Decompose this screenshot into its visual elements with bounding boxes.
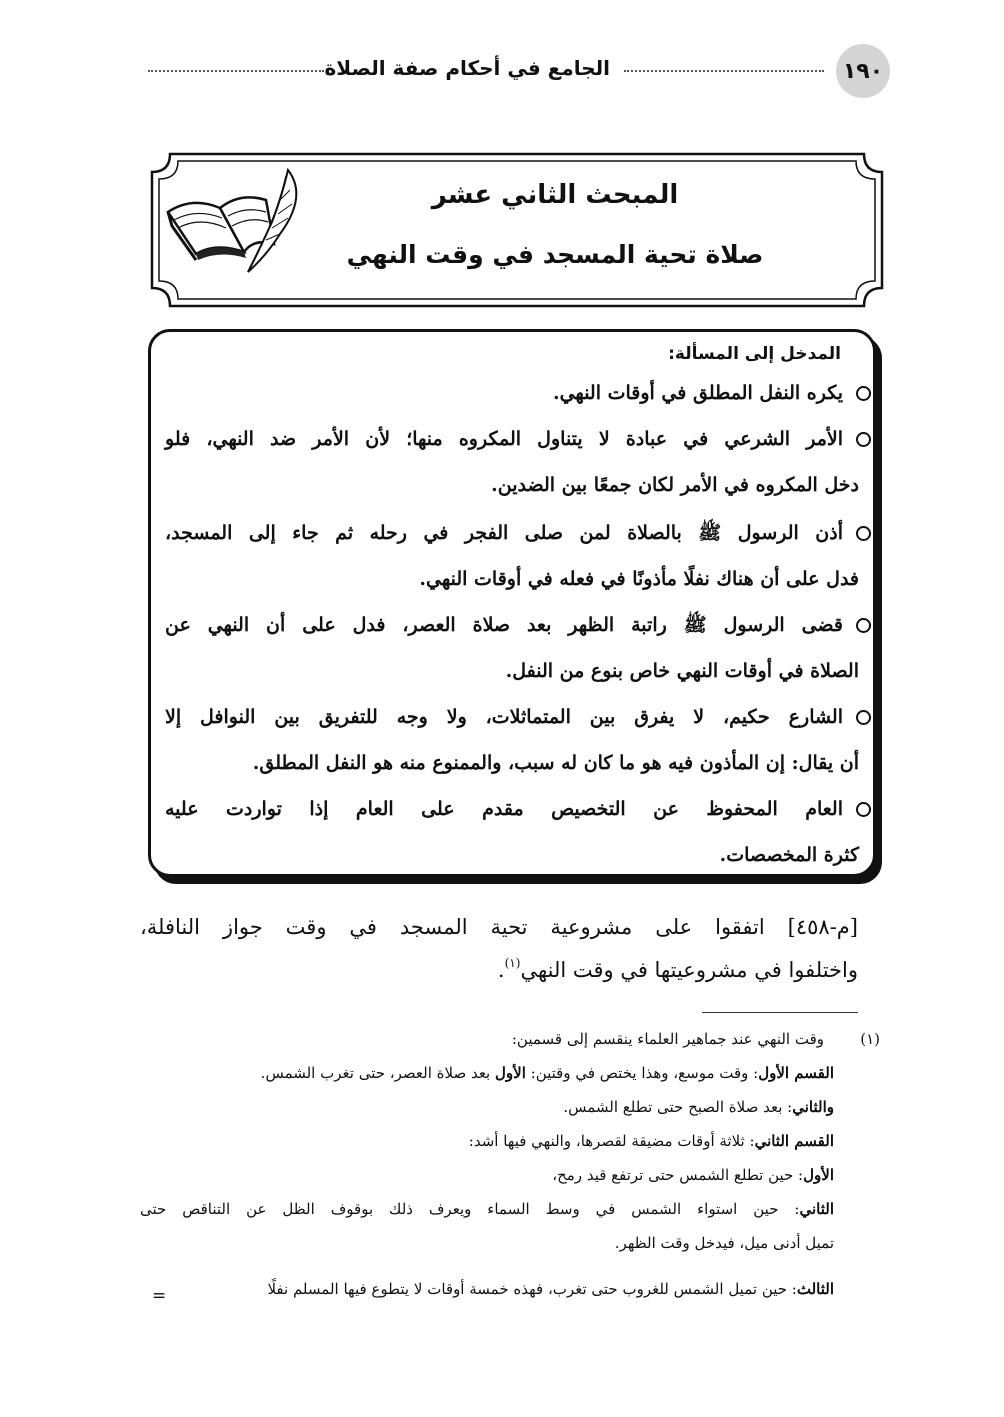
body-line-2: واختلفوا في مشروعيتها في وقت النهي$^{(١)}$. (497, 956, 858, 982)
point-5-line-2: أن يقال: إن المأذون فيه هو ما كان له سبب، والممنوع منه هو النفل المطلق. (252, 752, 859, 774)
footnote-part2-line: القسم الثاني: ثلاثة أوقات مضيقة لقصرها، والنهي فيها أشد: (468, 1132, 834, 1150)
intro-heading: المدخل إلى المسألة: (668, 344, 841, 364)
bullet-circle-icon (856, 386, 871, 401)
header-leader-dots-right (624, 70, 824, 72)
footnote-part1-line: القسم الأول: وقت موسع، وهذا يختص في وقتين: الأول بعد صلاة العصر، حتى تغرب الشمس. (260, 1064, 834, 1082)
bullet-circle-icon (856, 802, 871, 817)
point-3-line-2: فدل على أن هناك نفلًا مأذونًا في فعله في أوقات النهي. (419, 568, 859, 590)
footnote-reference: (١) (504, 956, 521, 970)
point-1-line-1: يكره النفل المطلق في أوقات النهي. (165, 382, 843, 406)
footnote-intro-line: (١) وقت النهي عند جماهير العلماء ينقسم إلى قسمين: (511, 1030, 880, 1048)
footnote-time2-line-2: تميل أدنى ميل، فيدخل وقت الظهر. (614, 1234, 834, 1252)
point-5-line-1: الشارع حكيم، لا يفرق بين المتماثلات، ولا وجه للتفريق بين النوافل إلا (165, 706, 843, 730)
point-6-line-1: العام المحفوظ عن التخصيص مقدم على العام إذا تواردت عليه (165, 798, 843, 822)
book-and-quill-icon (162, 160, 312, 280)
header-leader-dots-left (148, 70, 324, 72)
intro-points-box (148, 329, 876, 877)
body-line-1: [م-٤٥٨] اتفقوا على مشروعية تحية المسجد في وقت جواز النافلة، (140, 915, 858, 939)
bullet-circle-icon (856, 710, 871, 725)
point-2-line-1: الأمر الشرعي في عبادة لا يتناول المكروه منها؛ لأن الأمر ضد النهي، فلو (165, 428, 843, 452)
chapter-subtitle: صلاة تحية المسجد في وقت النهي (346, 240, 764, 269)
bullet-circle-icon (856, 432, 871, 447)
point-3-line-1: أذن الرسول ﷺ بالصلاة لمن صلى الفجر في رحله ثم جاء إلى المسجد، (165, 522, 843, 546)
page-number: ١٩٠ (836, 44, 890, 98)
footnote-part1-second-line: والثاني: بعد صلاة الصبح حتى تطلع الشمس. (563, 1098, 834, 1116)
chapter-title: المبحث الثاني عشر (431, 180, 679, 210)
point-4-line-2: الصلاة في أوقات النهي خاص بنوع من النفل. (505, 660, 859, 682)
footnote-separator (702, 1012, 858, 1013)
bullet-circle-icon (856, 526, 871, 541)
footnote-time1-line: الأول: حين تطلع الشمس حتى ترتفع قيد رمح، (552, 1166, 834, 1184)
bullet-circle-icon (856, 618, 871, 633)
point-2-line-2: دخل المكروه في الأمر لكان جمعًا بين الضدين. (491, 474, 859, 496)
footnote-time3-line: الثالث: حين تميل الشمس للغروب حتى تغرب، فهذه خمسة أوقات لا يتطوع فيها المسلم نفلًا (267, 1280, 834, 1298)
footnote-marker: (١) (860, 1030, 880, 1048)
footnote-time2-line-1: الثاني: حين استواء الشمس في وسط السماء ويعرف ذلك بوقوف الظل عن التناقص حتى (140, 1200, 834, 1218)
point-4-line-1: قضى الرسول ﷺ راتبة الظهر بعد صلاة العصر، فدل على أن النهي عن (165, 614, 843, 638)
running-title: الجامع في أحكام صفة الصلاة (324, 56, 610, 80)
point-6-line-2: كثرة المخصصات. (719, 844, 859, 866)
continuation-mark: = (152, 1286, 167, 1306)
